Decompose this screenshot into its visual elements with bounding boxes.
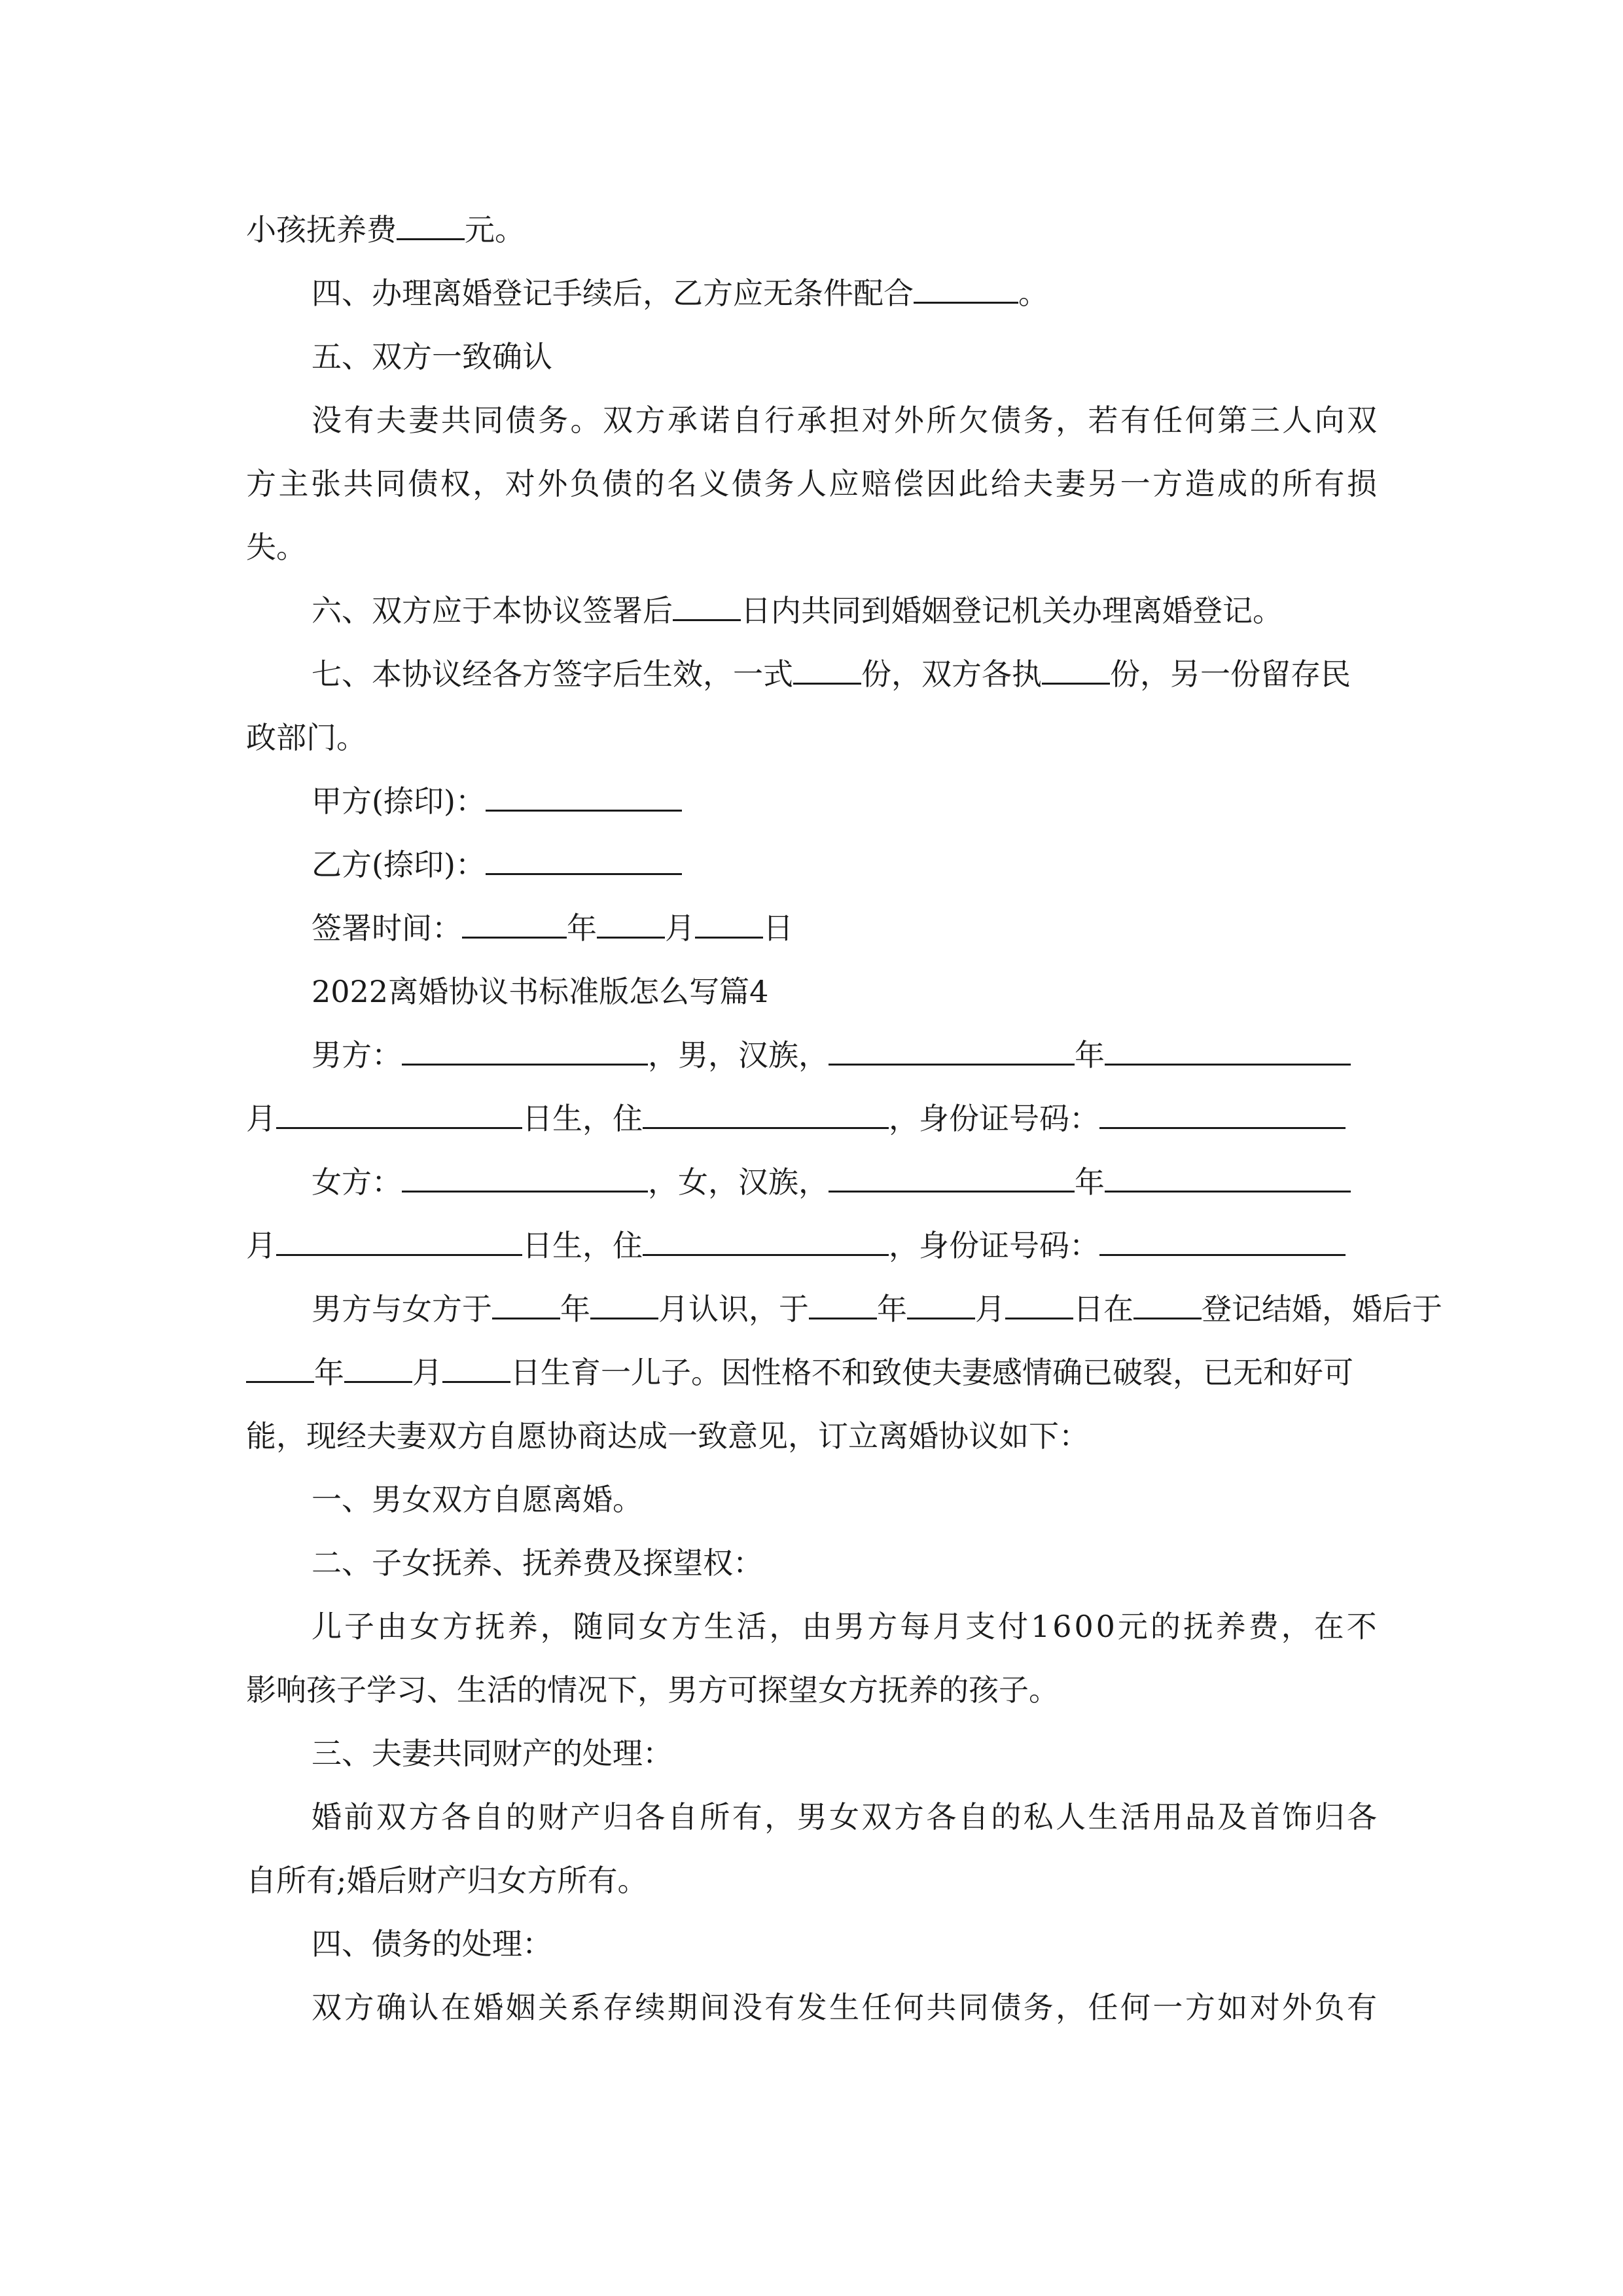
text-line: 自所有;婚后财产归女方所有。	[246, 1863, 648, 1898]
char: 私	[1023, 1799, 1054, 1835]
char: 方	[442, 1609, 473, 1644]
char: 的	[991, 1799, 1022, 1835]
fill-blank	[276, 1098, 522, 1129]
fill-blank	[276, 1225, 522, 1256]
char: 的	[1150, 1609, 1181, 1644]
text-line	[246, 463, 1377, 504]
char: 期	[667, 1990, 698, 2025]
text-line: 政部门。	[246, 720, 366, 755]
char: ，	[769, 1609, 800, 1644]
char: 活	[736, 1609, 767, 1644]
char: 男	[796, 1799, 827, 1835]
text-line	[312, 400, 1377, 440]
char: 方	[408, 1799, 439, 1835]
char: 负	[569, 466, 600, 501]
char: 抚	[1183, 1609, 1213, 1644]
text-segment: 年	[314, 1355, 344, 1390]
char: 一	[1120, 466, 1150, 501]
text-line	[312, 273, 1048, 314]
char: 同	[473, 403, 504, 438]
char: 承	[667, 403, 698, 438]
char: 对	[1249, 1990, 1280, 2025]
char: 人	[1056, 1799, 1086, 1835]
char: 方	[893, 1799, 924, 1835]
text-line: 能，现经夫妻双方自愿协商达成一致意见，订立离婚协议如下：	[246, 1418, 1089, 1454]
char: 务	[1023, 403, 1054, 438]
signature-line-party-b	[312, 844, 682, 885]
char: ，	[764, 1799, 795, 1835]
char: 何	[1120, 1990, 1150, 2025]
char: 任	[1088, 1990, 1118, 2025]
text-segment: 份，双方各执	[861, 656, 1042, 692]
char: 对	[505, 466, 535, 501]
char: 有	[732, 1799, 762, 1835]
char: 养	[1215, 1609, 1246, 1644]
char: 活	[1120, 1799, 1150, 1835]
fill-blank	[492, 1289, 560, 1319]
char: 产	[570, 1799, 601, 1835]
text-line: 五、双方一致确认	[312, 339, 552, 374]
fill-blank	[1042, 654, 1110, 685]
char: 另	[1088, 466, 1118, 501]
fill-blank	[643, 1098, 889, 1129]
char: 支	[965, 1609, 996, 1644]
fill-blank	[1005, 1289, 1073, 1319]
date-label: 签署时间：	[312, 910, 462, 946]
char: 双	[1347, 403, 1377, 438]
text-segment: 日生育一儿子。因性格不和致使夫妻感情确已破裂，已无和好可	[510, 1355, 1353, 1390]
char: 确	[376, 1990, 406, 2025]
text-segment: 元。	[465, 212, 525, 247]
text-line	[246, 1098, 1346, 1139]
char: ，	[1056, 1990, 1086, 2025]
fill-blank	[829, 1035, 1075, 1066]
char: ，	[1281, 1609, 1311, 1644]
char: 一	[1152, 1990, 1183, 2025]
fill-blank	[914, 273, 1018, 304]
text-segment: 日生，住	[522, 1228, 643, 1263]
char: 自	[473, 1799, 504, 1835]
fill-blank	[402, 1035, 648, 1066]
char: 自	[732, 403, 762, 438]
char: 随	[573, 1609, 603, 1644]
fill-blank	[673, 590, 741, 621]
char: 第	[1217, 403, 1248, 438]
fill-blank	[1105, 1162, 1351, 1193]
char: 的	[505, 1799, 536, 1835]
char: 人	[796, 466, 827, 501]
char: 。	[570, 403, 601, 438]
text-segment: 月	[665, 910, 695, 946]
char: 有	[1347, 1990, 1377, 2025]
char: 的	[634, 466, 665, 501]
char: 存	[602, 1990, 633, 2025]
char: 债	[408, 466, 438, 501]
char: 付	[998, 1609, 1029, 1644]
char: 方	[1185, 1990, 1215, 2025]
text-segment: 六、双方应于本协议签署后	[312, 593, 673, 628]
char: 生	[1088, 1799, 1118, 1835]
char: 夫	[1023, 466, 1054, 501]
text-segment: 月	[246, 1228, 276, 1263]
char: 财	[538, 1799, 569, 1835]
text-segment: 。	[1018, 276, 1048, 311]
char: 归	[1314, 1799, 1345, 1835]
char: 系	[570, 1990, 601, 2025]
char: 男	[834, 1609, 865, 1644]
char: 共	[343, 466, 374, 501]
char: 在	[440, 1990, 471, 2025]
char: ，	[473, 466, 503, 501]
char: 负	[1314, 1990, 1345, 2025]
fill-blank	[402, 1162, 648, 1193]
char: 造	[1185, 466, 1215, 501]
char: 用	[1152, 1799, 1183, 1835]
char: 务	[1023, 1990, 1054, 2025]
fill-blank	[829, 1162, 1075, 1193]
char: 赔	[861, 466, 891, 501]
char: 偿	[893, 466, 924, 501]
char: 发	[796, 1990, 827, 2025]
char: 张	[310, 466, 341, 501]
text-line: 失。	[246, 529, 306, 565]
text-line	[312, 590, 1283, 631]
char: 姻	[505, 1990, 536, 2025]
char: 养	[507, 1609, 538, 1644]
char: 如	[1217, 1990, 1248, 2025]
fill-blank	[695, 908, 763, 939]
text-segment: 年	[567, 910, 597, 946]
char: 方	[671, 1609, 702, 1644]
char: 妻	[408, 403, 439, 438]
char: 自	[667, 1799, 698, 1835]
fill-blank	[907, 1289, 975, 1319]
char: 有	[1314, 466, 1345, 501]
fill-blank	[1099, 1225, 1346, 1256]
char: 没	[732, 1990, 762, 2025]
text-segment: 月认识，于	[658, 1291, 809, 1327]
text-segment: 年	[1075, 1164, 1105, 1200]
char: 前	[344, 1799, 374, 1835]
char: 名	[667, 466, 698, 501]
fill-blank	[1133, 1289, 1202, 1319]
text-line	[312, 1035, 1351, 1075]
char: 有	[764, 1990, 795, 2025]
char: 不	[1346, 1609, 1377, 1644]
char: 主	[278, 466, 309, 501]
char: 何	[893, 1990, 924, 2025]
char: 人	[1282, 403, 1313, 438]
text-line	[246, 209, 525, 250]
char: 抚	[474, 1609, 505, 1644]
char: 行	[764, 403, 795, 438]
char: 及	[1217, 1799, 1248, 1835]
char: 月	[933, 1609, 963, 1644]
char: 有	[1120, 403, 1150, 438]
text-segment: 日生，住	[522, 1101, 643, 1136]
char: 双	[312, 1990, 342, 2025]
char: 应	[829, 466, 859, 501]
section-heading: 2022离婚协议书标准版怎么写篇4	[312, 974, 769, 1009]
char: 给	[990, 466, 1021, 501]
char: 双	[376, 1799, 406, 1835]
char: 每	[900, 1609, 931, 1644]
char: 所	[700, 1799, 730, 1835]
char: 方	[867, 1609, 898, 1644]
char: 同	[958, 1990, 989, 2025]
char: 外	[1282, 1990, 1313, 2025]
text-segment: 男方：	[312, 1037, 402, 1073]
text-segment: 女方：	[312, 1164, 402, 1200]
fill-blank	[246, 1352, 314, 1383]
char: 权	[440, 466, 471, 501]
fill-blank	[809, 1289, 877, 1319]
signature-blank	[486, 781, 682, 812]
char: 何	[1185, 403, 1215, 438]
char: 归	[602, 1799, 633, 1835]
text-segment: 年	[877, 1291, 907, 1327]
fill-blank	[344, 1352, 412, 1383]
char: 0	[1096, 1609, 1115, 1644]
fill-blank	[462, 908, 567, 939]
text-line: 三、夫妻共同财产的处理：	[312, 1736, 673, 1771]
text-segment: 月	[246, 1101, 276, 1136]
text-line	[312, 1289, 1442, 1329]
char: 任	[861, 1990, 892, 2025]
char: 债	[991, 1990, 1022, 2025]
char: 方	[246, 466, 276, 501]
char: 方	[635, 403, 666, 438]
char: 0	[1074, 1609, 1094, 1644]
text-segment: ，女，汉族，	[648, 1164, 829, 1200]
fill-blank	[643, 1225, 889, 1256]
char: 成	[1217, 466, 1248, 501]
char: 担	[829, 403, 859, 438]
text-segment: 年	[1075, 1037, 1105, 1073]
char: 婚	[473, 1990, 504, 2025]
text-segment: 日在	[1073, 1291, 1133, 1327]
char: 婚	[312, 1799, 342, 1835]
text-segment: 小孩抚养费	[246, 212, 397, 247]
char: 外	[893, 403, 924, 438]
char: 女	[829, 1799, 859, 1835]
text-line: 影响孩子学习、生活的情况下，男方可探望女方抚养的孩子。	[246, 1672, 1059, 1708]
text-segment: ，身份证号码：	[889, 1101, 1099, 1136]
text-segment: 登记结婚，婚后于	[1202, 1291, 1442, 1327]
char: 饰	[1282, 1799, 1313, 1835]
text-line: 四、债务的处理：	[312, 1926, 552, 1962]
char: 关	[538, 1990, 569, 2025]
char: 在	[1313, 1609, 1344, 1644]
char: 生	[704, 1609, 734, 1644]
char: 方	[344, 1990, 374, 2025]
char: 债	[732, 466, 762, 501]
fill-blank	[1099, 1098, 1346, 1129]
fill-blank	[793, 654, 861, 685]
char: 各	[635, 1799, 666, 1835]
fill-blank	[597, 908, 665, 939]
text-line: 一、男女双方自愿离婚。	[312, 1482, 643, 1517]
char: 子	[344, 1609, 374, 1644]
text-segment: 日	[763, 910, 793, 946]
text-segment: 七、本协议经各方签字后生效，一式	[312, 656, 793, 692]
char: 损	[1346, 466, 1377, 501]
char: 的	[1249, 466, 1280, 501]
char: 债	[505, 403, 536, 438]
text-segment: 四、办理离婚登记手续后，乙方应无条件配合	[312, 276, 914, 311]
char: 债	[991, 403, 1022, 438]
char: 对	[861, 403, 892, 438]
char: 由	[376, 1609, 407, 1644]
char: 品	[1185, 1799, 1215, 1835]
text-line: 二、子女抚养、抚养费及探望权：	[312, 1545, 763, 1581]
char: 各	[926, 1799, 957, 1835]
char: 方	[1152, 466, 1183, 501]
char: 女	[638, 1609, 669, 1644]
char: 续	[635, 1990, 666, 2025]
char: ，	[540, 1609, 571, 1644]
char: 由	[802, 1609, 832, 1644]
char: 夫	[376, 403, 406, 438]
fill-blank	[1105, 1035, 1351, 1066]
char: 首	[1249, 1799, 1280, 1835]
char: 各	[1347, 1799, 1377, 1835]
char: 元	[1117, 1609, 1148, 1644]
text-segment: ，男，汉族，	[648, 1037, 829, 1073]
signature-label: 甲方(捺印)：	[312, 783, 486, 819]
char: 向	[1314, 403, 1345, 438]
char: 认	[408, 1990, 439, 2025]
char: 务	[538, 403, 569, 438]
char: 有	[344, 403, 374, 438]
fill-blank	[397, 209, 465, 240]
signature-line-party-a	[312, 781, 682, 821]
signature-label: 乙方(捺印)：	[312, 847, 486, 882]
char: 任	[1152, 403, 1183, 438]
text-line	[312, 1797, 1377, 1837]
text-segment: 年	[560, 1291, 590, 1327]
char: 各	[440, 1799, 471, 1835]
char: 女	[409, 1609, 440, 1644]
char: 共	[440, 403, 471, 438]
char: 诺	[700, 403, 730, 438]
signing-date-line	[312, 908, 793, 948]
char: 此	[958, 466, 989, 501]
text-segment: 日内共同到婚姻登记机关办理离婚登记。	[741, 593, 1283, 628]
char: 所	[926, 403, 957, 438]
char: 没	[312, 403, 342, 438]
char: 共	[926, 1990, 957, 2025]
char: 若	[1088, 403, 1118, 438]
char: 外	[537, 466, 568, 501]
text-line	[312, 654, 1351, 694]
char: 所	[1282, 466, 1312, 501]
char: 间	[700, 1990, 730, 2025]
char: 1	[1030, 1609, 1050, 1644]
fill-blank	[590, 1289, 658, 1319]
char: 务	[764, 466, 794, 501]
text-segment: 月	[975, 1291, 1005, 1327]
signature-blank	[486, 844, 682, 875]
char: 同	[375, 466, 406, 501]
char: 自	[958, 1799, 989, 1835]
fill-blank	[442, 1352, 510, 1383]
char: 生	[829, 1990, 859, 2025]
char: 债	[602, 466, 633, 501]
char: 费	[1248, 1609, 1279, 1644]
char: 同	[605, 1609, 636, 1644]
char: 承	[796, 403, 827, 438]
text-segment: 男方与女方于	[312, 1291, 492, 1327]
text-line	[312, 1987, 1377, 2028]
text-line	[312, 1606, 1377, 1647]
text-line	[312, 1162, 1351, 1202]
text-segment: 月	[412, 1355, 442, 1390]
char: 义	[699, 466, 730, 501]
char: 双	[602, 403, 633, 438]
char: 双	[861, 1799, 892, 1835]
char: 6	[1052, 1609, 1072, 1644]
char: 儿	[312, 1609, 342, 1644]
text-segment: 份，另一份留存民	[1110, 656, 1351, 692]
char: ，	[1056, 403, 1086, 438]
text-line	[246, 1225, 1346, 1266]
text-segment: ，身份证号码：	[889, 1228, 1099, 1263]
char: 欠	[958, 403, 989, 438]
char: 因	[925, 466, 956, 501]
char: 妻	[1055, 466, 1086, 501]
text-line	[246, 1352, 1353, 1393]
char: 三	[1249, 403, 1280, 438]
